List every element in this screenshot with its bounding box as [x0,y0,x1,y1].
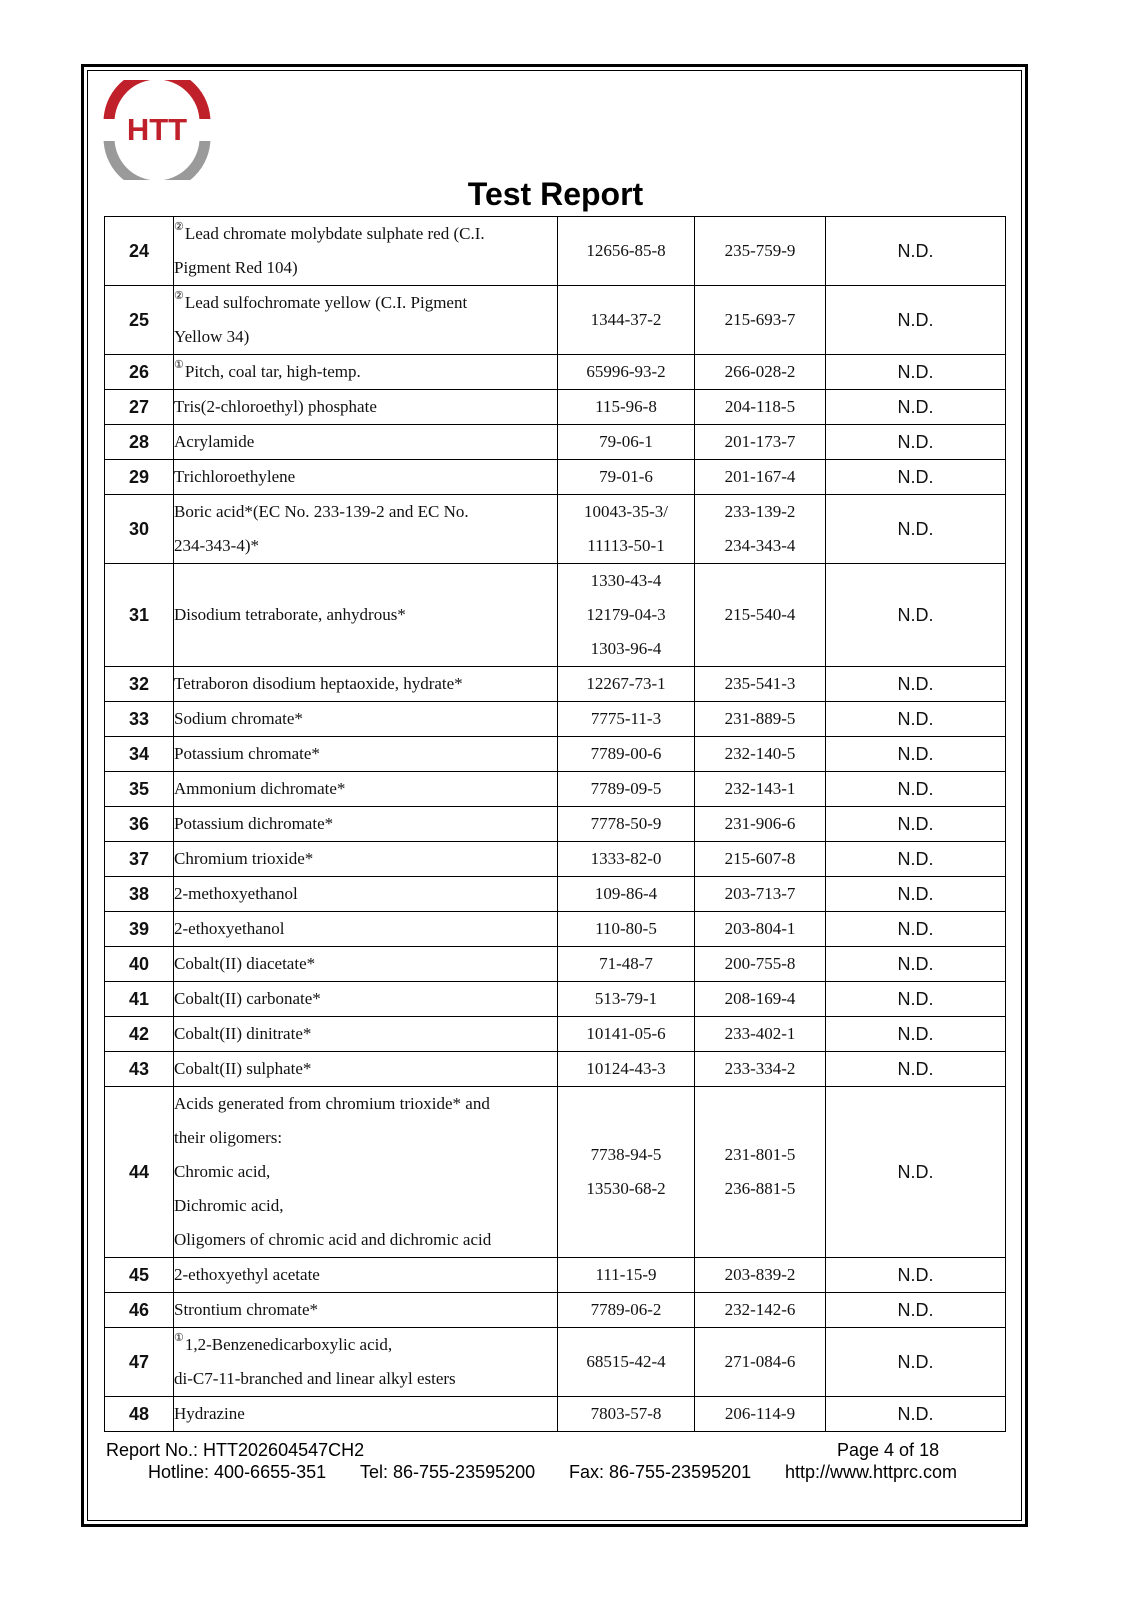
substance-text: Lead sulfochromate yellow (C.I. Pigment [184,293,468,312]
item-number: 25 [105,286,174,355]
cas-number [558,772,695,807]
substance-line [174,877,557,911]
cas-value: 7775-11-3 [590,709,662,728]
substance-text: Cobalt(II) carbonate* [174,989,321,1008]
report-number: Report No.: HTT202604547CH2 [106,1440,365,1460]
table-row [105,982,1006,1017]
item-number: 33 [105,702,174,737]
test-result: N.D. [826,702,1006,737]
substance-name [174,807,558,842]
ec-number [695,807,826,842]
substance-name [174,842,558,877]
substance-name [174,1258,558,1293]
htt-logo-icon [103,80,211,180]
ec-number [695,390,826,425]
test-result: N.D. [826,286,1006,355]
test-result: N.D. [826,1397,1006,1432]
substance-line [174,217,557,251]
substance-name [174,286,558,355]
substance-line [174,1223,557,1257]
substance-name [174,947,558,982]
table-row [105,947,1006,982]
substance-text: Yellow 34) [174,327,250,346]
substance-text: Hydrazine [174,1404,245,1423]
logo-text: HTT [126,112,188,147]
ec-number [695,495,826,564]
ec-number [695,702,826,737]
footnote-mark: ① [174,359,184,371]
substance-text: 234-343-4)* [174,536,259,555]
substance-table-body [105,217,1006,1432]
substance-line [174,807,557,841]
substance-name [174,877,558,912]
substance-text: Strontium chromate* [174,1300,319,1319]
test-result: N.D. [826,1328,1006,1397]
cas-value: 115-96-8 [595,397,657,416]
substance-line [174,1087,557,1121]
test-result: N.D. [826,355,1006,390]
cas-value: 7803-57-8 [590,1404,662,1423]
cas-number [558,495,695,564]
substance-table [104,216,1006,1432]
substance-line [174,320,557,354]
substance-line [174,1293,557,1327]
cas-value: 79-06-1 [599,432,653,451]
substance-line [174,355,557,389]
footnote-mark: ② [174,221,184,233]
substance-line [174,842,557,876]
substance-text: Tris(2-chloroethyl) phosphate [174,397,377,416]
substance-line [174,390,557,424]
ec-number [695,842,826,877]
substance-line [174,772,557,806]
substance-text: 2-ethoxyethyl acetate [174,1265,320,1284]
cas-value: 10043-35-3/ [583,502,669,521]
hotline: Hotline: 400-6655-351 [148,1462,327,1482]
test-result: N.D. [826,1293,1006,1328]
cas-number [558,1087,695,1258]
ec-number [695,912,826,947]
ec-value: 232-143-1 [724,779,796,798]
substance-text: 2-methoxyethanol [174,884,298,903]
substance-text: Potassium dichromate* [174,814,334,833]
table-row [105,1052,1006,1087]
table-row [105,1328,1006,1397]
item-number: 26 [105,355,174,390]
substance-line [174,702,557,736]
table-row [105,390,1006,425]
substance-text: Dichromic acid, [174,1196,284,1215]
substance-name [174,495,558,564]
table-row [105,564,1006,667]
table-row [105,702,1006,737]
ec-number [695,1017,826,1052]
ec-value: 201-173-7 [724,432,796,451]
ec-value: 271-084-6 [724,1352,796,1371]
test-result: N.D. [826,982,1006,1017]
substance-text: Pigment Red 104) [174,258,298,277]
cas-number [558,807,695,842]
table-row [105,425,1006,460]
substance-line [174,1362,557,1396]
test-result: N.D. [826,460,1006,495]
cas-value: 71-48-7 [599,954,653,973]
substance-name [174,1017,558,1052]
substance-text: Chromium trioxide* [174,849,314,868]
substance-name [174,460,558,495]
cas-value: 10141-05-6 [586,1024,666,1043]
ec-number [695,217,826,286]
cas-number [558,460,695,495]
table-row [105,355,1006,390]
substance-name [174,737,558,772]
substance-line [174,251,557,285]
ec-number [695,947,826,982]
item-number: 30 [105,495,174,564]
substance-name [174,772,558,807]
cas-number [558,1052,695,1087]
ec-value: 232-140-5 [724,744,796,763]
cas-number [558,877,695,912]
table-row [105,1087,1006,1258]
ec-number [695,1258,826,1293]
cas-value: 1333-82-0 [590,849,662,868]
table-row [105,807,1006,842]
item-number: 45 [105,1258,174,1293]
page-title: Test Report [467,176,644,212]
substance-text: 2-ethoxyethanol [174,919,285,938]
test-result: N.D. [826,1258,1006,1293]
ec-value: 206-114-9 [724,1404,796,1423]
ec-number [695,355,826,390]
test-result: N.D. [826,217,1006,286]
substance-text: Cobalt(II) sulphate* [174,1059,312,1078]
item-number: 46 [105,1293,174,1328]
table-row [105,217,1006,286]
substance-name [174,982,558,1017]
cas-number [558,1293,695,1328]
table-row [105,667,1006,702]
substance-line [174,529,557,563]
cas-number [558,564,695,667]
substance-text: Ammonium dichromate* [174,779,346,798]
cas-number [558,390,695,425]
item-number: 36 [105,807,174,842]
cas-value: 68515-42-4 [586,1352,666,1371]
substance-line [174,737,557,771]
substance-name [174,217,558,286]
ec-number [695,667,826,702]
fax: Fax: 86-755-23595201 [569,1462,752,1482]
item-number: 38 [105,877,174,912]
cas-value: 79-01-6 [599,467,653,486]
footnote-mark: ② [174,290,184,302]
cas-value: 12179-04-3 [586,605,666,624]
test-result: N.D. [826,1052,1006,1087]
ec-value: 236-881-5 [724,1179,796,1198]
ec-number [695,737,826,772]
table-row [105,1293,1006,1328]
ec-value: 200-755-8 [724,954,796,973]
substance-text: Tetraboron disodium heptaoxide, hydrate* [174,674,463,693]
ec-number [695,1397,826,1432]
substance-name [174,425,558,460]
ec-number [695,564,826,667]
cas-number [558,286,695,355]
item-number: 44 [105,1087,174,1258]
ec-number [695,1087,826,1258]
ec-value: 232-142-6 [724,1300,796,1319]
substance-name [174,1328,558,1397]
cas-number [558,737,695,772]
test-result: N.D. [826,737,1006,772]
cas-value: 12656-85-8 [586,241,666,260]
substance-line [174,495,557,529]
cas-number [558,842,695,877]
substance-line [174,598,557,632]
substance-name [174,702,558,737]
ec-value: 235-759-9 [724,241,796,260]
ec-value: 231-889-5 [724,709,796,728]
cas-value: 10124-43-3 [586,1059,666,1078]
substance-line [174,667,557,701]
cas-value: 513-79-1 [594,989,658,1008]
item-number: 39 [105,912,174,947]
item-number: 27 [105,390,174,425]
ec-value: 235-541-3 [724,674,796,693]
cas-value: 7789-09-5 [590,779,662,798]
cas-value: 7789-06-2 [590,1300,662,1319]
item-number: 35 [105,772,174,807]
cas-number [558,912,695,947]
table-row [105,737,1006,772]
test-result: N.D. [826,1087,1006,1258]
table-row [105,1397,1006,1432]
item-number: 48 [105,1397,174,1432]
ec-value: 233-402-1 [724,1024,796,1043]
substance-text: Cobalt(II) dinitrate* [174,1024,312,1043]
test-result: N.D. [826,495,1006,564]
ec-number [695,772,826,807]
ec-value: 203-839-2 [724,1265,796,1284]
substance-text: di-C7-11-branched and linear alkyl esters [174,1369,456,1388]
substance-line [174,1258,557,1292]
cas-number [558,1258,695,1293]
substance-text: Acids generated from chromium trioxide* and [174,1094,490,1113]
substance-text: Lead chromate molybdate sulphate red (C.I. [184,224,485,243]
substance-text: their oligomers: [174,1128,283,1147]
substance-text: Chromic acid, [174,1162,271,1181]
substance-line [174,1017,557,1051]
substance-text: Pitch, coal tar, high-temp. [184,362,361,381]
substance-text: Acrylamide [174,432,255,451]
cas-value: 1303-96-4 [590,639,662,658]
cas-value: 110-80-5 [595,919,657,938]
ec-value: 208-169-4 [724,989,796,1008]
item-number: 41 [105,982,174,1017]
test-result: N.D. [826,877,1006,912]
substance-line [174,1189,557,1223]
substance-name [174,1397,558,1432]
item-number: 43 [105,1052,174,1087]
substance-text: Trichloroethylene [174,467,296,486]
website-link[interactable]: http://www.httprc.com [785,1462,958,1482]
substance-text: Oligomers of chromic acid and dichromic acid [174,1230,492,1249]
test-result: N.D. [826,947,1006,982]
ec-value: 201-167-4 [724,467,796,486]
test-result: N.D. [826,842,1006,877]
table-row [105,1258,1006,1293]
cas-number [558,1017,695,1052]
cas-number [558,425,695,460]
ec-number [695,982,826,1017]
item-number: 47 [105,1328,174,1397]
substance-text: 1,2-Benzenedicarboxylic acid, [184,1335,393,1354]
ec-number [695,286,826,355]
substance-name [174,1052,558,1087]
substance-line [174,1155,557,1189]
table-row [105,877,1006,912]
cas-value: 12267-73-1 [586,674,666,693]
ec-value: 203-713-7 [724,884,796,903]
substance-line [174,1052,557,1086]
item-number: 42 [105,1017,174,1052]
item-number: 31 [105,564,174,667]
table-row [105,286,1006,355]
table-row [105,842,1006,877]
item-number: 28 [105,425,174,460]
ec-value: 204-118-5 [724,397,796,416]
ec-value: 266-028-2 [724,362,796,381]
ec-value: 215-607-8 [724,849,796,868]
substance-line [174,425,557,459]
test-result: N.D. [826,912,1006,947]
cas-number [558,982,695,1017]
footnote-mark: ① [174,1332,184,1344]
table-row [105,460,1006,495]
table-row [105,912,1006,947]
item-number: 32 [105,667,174,702]
substance-name [174,912,558,947]
substance-line [174,1121,557,1155]
ec-number [695,425,826,460]
test-result: N.D. [826,667,1006,702]
substance-text: Potassium chromate* [174,744,320,763]
test-result: N.D. [826,772,1006,807]
substance-line [174,460,557,494]
cas-number [558,667,695,702]
substance-name [174,390,558,425]
test-result: N.D. [826,425,1006,460]
substance-name [174,564,558,667]
substance-text: Disodium tetraborate, anhydrous* [174,605,406,624]
substance-line [174,947,557,981]
item-number: 24 [105,217,174,286]
cas-value: 1330-43-4 [590,571,662,590]
substance-name [174,667,558,702]
substance-text: Sodium chromate* [174,709,303,728]
page-number: Page 4 of 18 [837,1440,940,1460]
substance-line [174,982,557,1016]
ec-value: 233-139-2 [724,502,796,521]
substance-text: Boric acid*(EC No. 233-139-2 and EC No. [174,502,469,521]
cas-number [558,355,695,390]
cas-value: 7789-00-6 [590,744,662,763]
ec-number [695,1328,826,1397]
ec-value: 233-334-2 [724,1059,796,1078]
cas-value: 7778-50-9 [590,814,662,833]
substance-line [174,912,557,946]
ec-number [695,460,826,495]
telephone: Tel: 86-755-23595200 [360,1462,536,1482]
item-number: 29 [105,460,174,495]
substance-line [174,1328,557,1362]
ec-value: 215-540-4 [724,605,796,624]
substance-line [174,286,557,320]
item-number: 34 [105,737,174,772]
substance-text: Cobalt(II) diacetate* [174,954,316,973]
item-number: 37 [105,842,174,877]
cas-value: 65996-93-2 [586,362,666,381]
test-result: N.D. [826,807,1006,842]
test-result: N.D. [826,1017,1006,1052]
table-row [105,772,1006,807]
ec-value: 215-693-7 [724,310,796,329]
ec-number [695,1293,826,1328]
cas-number [558,702,695,737]
ec-value: 231-906-6 [724,814,796,833]
ec-value: 203-804-1 [724,919,796,938]
ec-number [695,877,826,912]
test-result: N.D. [826,564,1006,667]
test-result: N.D. [826,390,1006,425]
ec-number [695,1052,826,1087]
table-row [105,1017,1006,1052]
substance-name [174,355,558,390]
cas-number [558,947,695,982]
cas-value: 13530-68-2 [586,1179,666,1198]
cas-value: 11113-50-1 [587,536,665,555]
substance-line [174,1397,557,1431]
cas-value: 109-86-4 [594,884,658,903]
cas-value: 111-15-9 [595,1265,657,1284]
cas-value: 7738-94-5 [590,1145,662,1164]
ec-value: 234-343-4 [724,536,796,555]
substance-name [174,1293,558,1328]
substance-name [174,1087,558,1258]
item-number: 40 [105,947,174,982]
cas-number [558,1328,695,1397]
ec-value: 231-801-5 [724,1145,796,1164]
table-row [105,495,1006,564]
cas-value: 1344-37-2 [590,310,662,329]
cas-number [558,217,695,286]
cas-number [558,1397,695,1432]
